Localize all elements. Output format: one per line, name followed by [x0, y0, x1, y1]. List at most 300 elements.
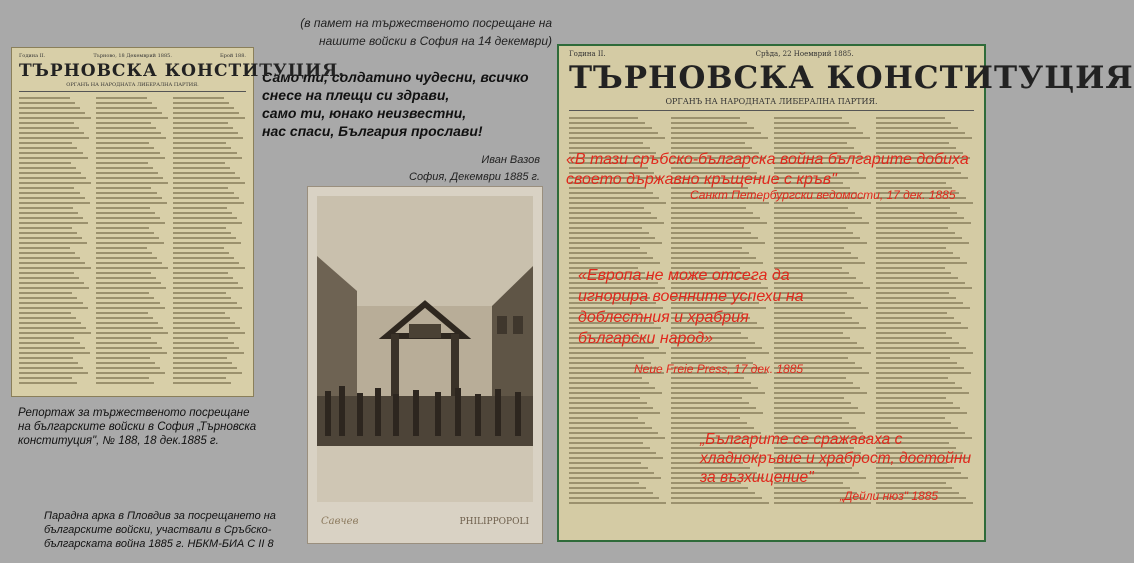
newspaper-text-line: [774, 207, 849, 209]
newspaper-text-line: [876, 147, 957, 149]
newspaper-text-line: [173, 282, 238, 284]
newspaper-text-line: [569, 202, 666, 204]
newspaper-text-line: [876, 127, 959, 129]
newspaper-text-line: [96, 137, 166, 139]
newspaper-text-line: [876, 297, 957, 299]
newspaper-text-line: [671, 262, 762, 264]
newspaper-text-line: [774, 377, 847, 379]
photographer-signature: Савчев: [321, 516, 359, 527]
quote-2: «Европа не може отсега да игнорира военните успехи на доблестния и храбрия български народ»: [578, 267, 804, 347]
newspaper-text-line: [774, 117, 843, 119]
newspaper-text-line: [96, 232, 154, 234]
newspaper-text-line: [569, 407, 653, 409]
newspaper-text-line: [876, 317, 955, 319]
newspaper-text-line: [671, 232, 751, 234]
newspaper-text-line: [569, 457, 663, 459]
newspaper-text-line: [19, 297, 77, 299]
newspaper-text-line: [96, 177, 163, 179]
newspaper-text-line: [173, 362, 232, 364]
newspaper-text-line: [96, 157, 165, 159]
newspaper-text-line: [876, 382, 956, 384]
newspaper-text-line: [569, 462, 641, 464]
newspaper-text-line: [19, 207, 73, 209]
newspaper-text-line: [173, 97, 224, 99]
newspaper-text-line: [774, 487, 851, 489]
text-columns: [19, 97, 246, 387]
author-name: Иван Вазов: [481, 154, 540, 166]
newspaper-text-line: [96, 102, 152, 104]
newspaper-text-line: [19, 182, 91, 184]
newspaper-text-line: [173, 192, 234, 194]
divider: [569, 110, 974, 111]
newspaper-text-line: [876, 357, 951, 359]
newspaper-text-line: [173, 377, 226, 379]
newspaper-text-line: [19, 352, 90, 354]
newspaper-text-line: [876, 237, 962, 239]
poem-line: снесе на плещи си здрави,: [262, 87, 450, 103]
newspaper-text-line: [96, 342, 157, 344]
newspaper-text-line: [173, 342, 234, 344]
newspaper-masthead: ТЪРНОВСКА КОНСТИТУЦИЯ.: [19, 61, 346, 81]
newspaper-text-line: [876, 427, 959, 429]
newspaper-text-line: [876, 347, 966, 349]
quote-3: „Българите се сражаваха с хладнокръвие и храброст, достойни за възхищение": [700, 431, 972, 486]
newspaper-text-line: [19, 227, 72, 229]
quote-1-source: Санкт Петербургски ведомости, 17 дек. 1885: [690, 188, 956, 202]
quote-2-source: Neue Freie Press, 17 дек. 1885: [634, 362, 804, 376]
newspaper-text-line: [19, 312, 71, 314]
newspaper-text-line: [173, 187, 228, 189]
newspaper-text-line: [173, 222, 242, 224]
newspaper-text-line: [569, 387, 655, 389]
newspaper-text-line: [19, 142, 72, 144]
newspaper-text-line: [19, 172, 81, 174]
newspaper-masthead: ТЪРНОВСКА КОНСТИТУЦИЯ: [569, 60, 1134, 96]
newspaper-text-line: [671, 202, 768, 204]
newspaper-text-line: [774, 132, 863, 134]
newspaper-text-line: [774, 357, 849, 359]
newspaper-text-line: [173, 267, 245, 269]
newspaper-text-line: [876, 352, 973, 354]
newspaper-text-line: [774, 417, 843, 419]
newspaper-text-line: [19, 187, 74, 189]
newspaper-text-line: [671, 242, 764, 244]
newspaper-text-line: [173, 237, 236, 239]
newspaper-text-line: [671, 352, 768, 354]
newspaper-text-line: [671, 502, 768, 504]
newspaper-text-line: [19, 382, 77, 384]
newspaper-text-line: [19, 282, 84, 284]
newspaper-text-line: [19, 137, 89, 139]
newspaper-text-line: [671, 417, 740, 419]
newspaper-text-line: [173, 147, 231, 149]
newspaper-text-line: [96, 127, 156, 129]
newspaper-text-line: [671, 402, 749, 404]
newspaper-text-line: [96, 337, 151, 339]
poem-line: нас спаси, България прослави!: [262, 123, 483, 139]
newspaper-text-line: [671, 497, 761, 499]
newspaper-text-line: [774, 212, 856, 214]
newspaper-text-line: [569, 477, 661, 479]
newspaper-text-line: [19, 332, 91, 334]
newspaper-text-line: [569, 127, 652, 129]
newspaper-text-line: [569, 227, 642, 229]
newspaper-text-line: [671, 122, 747, 124]
newspaper-text-line: [96, 292, 149, 294]
newspaper-text-line: [671, 427, 754, 429]
newspaper-text-line: [876, 337, 953, 339]
newspaper-text-line: [569, 392, 662, 394]
newspaper-text-line: [173, 152, 237, 154]
newspaper-text-line: [19, 307, 88, 309]
newspaper-text-line: [876, 262, 967, 264]
newspaper-text-line: [19, 357, 73, 359]
newspaper-text-line: [96, 202, 167, 204]
newspaper-text-line: [876, 402, 954, 404]
newspaper-text-line: [96, 207, 150, 209]
newspaper-text-line: [774, 422, 850, 424]
newspaper-text-line: [173, 102, 229, 104]
newspaper-text-line: [173, 292, 226, 294]
newspaper-text-line: [876, 247, 947, 249]
newspaper-text-line: [671, 392, 764, 394]
newspaper-text-line: [569, 247, 640, 249]
newspaper-text-line: [569, 497, 659, 499]
newspaper-text-line: [569, 352, 666, 354]
newspaper-text-line: [876, 377, 949, 379]
newspaper-text-line: [19, 147, 77, 149]
newspaper-text-line: [19, 132, 84, 134]
newspaper-text-line: [569, 502, 666, 504]
newspaper-text-line: [96, 162, 148, 164]
newspaper-text-line: [173, 332, 245, 334]
newspaper-text-line: [569, 432, 658, 434]
date-label: Срѣда, 22 Ноемврий 1885.: [755, 50, 854, 58]
newspaper-text-line: [96, 377, 149, 379]
newspaper-text-line: [671, 247, 742, 249]
newspaper-text-line: [876, 132, 965, 134]
author-place-date: София, Декември 1885 г.: [409, 171, 540, 183]
newspaper-text-line: [19, 112, 85, 114]
newspaper-text-line: [774, 402, 852, 404]
newspaper-text-line: [774, 137, 870, 139]
newspaper-text-line: [569, 492, 653, 494]
newspaper-text-line: [96, 297, 154, 299]
newspaper-text-line: [96, 352, 167, 354]
newspaper-text-line: [569, 427, 652, 429]
newspaper-text-line: [173, 247, 224, 249]
newspaper-text-line: [671, 207, 746, 209]
newspaper-text-line: [671, 377, 744, 379]
newspaper-text-line: [19, 337, 74, 339]
newspaper-text-line: [19, 157, 88, 159]
newspaper-text-line: [173, 107, 234, 109]
newspaper-text-line: [96, 307, 165, 309]
newspaper-text-line: [569, 232, 649, 234]
newspaper-text-line: [19, 272, 74, 274]
newspaper-text-line: [173, 382, 231, 384]
newspaper-text-line: [876, 422, 952, 424]
issue-label: Година II.: [19, 53, 46, 59]
newspaper-text-line: [96, 332, 168, 334]
newspaper-text-line: [19, 192, 80, 194]
newspaper-text-line: [774, 222, 869, 224]
newspaper-text-line: [19, 97, 70, 99]
newspaper-text-line: [96, 302, 160, 304]
newspaper-text-line: [569, 412, 660, 414]
newspaper-text-line: [876, 387, 962, 389]
newspaper-text-line: [569, 447, 650, 449]
newspaper-text-line: [774, 382, 854, 384]
newspaper-text-line: [96, 287, 166, 289]
newspaper-text-line: [173, 122, 228, 124]
newspaper-text-line: [173, 372, 242, 374]
newspaper-text-line: [96, 267, 168, 269]
newspaper-text-line: [19, 287, 89, 289]
newspaper-text-line: [774, 242, 867, 244]
newspaper-text-line: [774, 412, 865, 414]
newspaper-text-line: [569, 237, 655, 239]
newspaper-text-line: [671, 117, 740, 119]
newspaper-text-line: [19, 367, 83, 369]
newspaper-text-line: [876, 372, 971, 374]
newspaper-text-line: [19, 232, 77, 234]
newspaper-text-line: [569, 257, 653, 259]
newspaper-text-line: [876, 242, 969, 244]
newspaper-text-line: [19, 127, 79, 129]
newspaper-text-line: [774, 232, 854, 234]
newspaper-text-line: [569, 397, 640, 399]
newspaper-text-line: [96, 347, 162, 349]
newspaper-text-line: [671, 142, 745, 144]
newspaper-text-line: [876, 332, 946, 334]
quote-3-source: „Дейли нюз" 1885: [840, 489, 939, 503]
poem-author: [380, 152, 540, 186]
newspaper-text-line: [774, 142, 848, 144]
newspaper-text-line: [173, 302, 237, 304]
newspaper-text-line: [173, 257, 234, 259]
newspaper-text-line: [96, 222, 165, 224]
newspaper-text-line: [876, 287, 972, 289]
newspaper-text-line: [876, 257, 960, 259]
newspaper-text-line: [569, 137, 665, 139]
newspaper-text-line: [19, 152, 83, 154]
newspaper-text-line: [569, 242, 662, 244]
newspaper-text-line: [19, 162, 71, 164]
newspaper-text-line: [96, 182, 168, 184]
newspaper-text-line: [774, 217, 862, 219]
newspaper-text-line: [19, 317, 76, 319]
newspaper-text-line: [774, 227, 847, 229]
newspaper-text-line: [173, 352, 244, 354]
newspaper-text-line: [569, 132, 658, 134]
newspaper-text-line: [96, 167, 153, 169]
memorial-note: [262, 14, 552, 50]
newspaper-text-line: [173, 277, 233, 279]
memorial-note-line: (в памет на тържественото посрещане на: [300, 16, 552, 30]
newspaper-text-line: [173, 112, 239, 114]
newspaper-text-line: [774, 352, 871, 354]
newspaper-text-line: [876, 327, 968, 329]
newspaper-text-line: [671, 422, 747, 424]
newspaper-text-line: [876, 302, 963, 304]
newspaper-text-line: [173, 212, 232, 214]
newspaper-text-line: [96, 152, 160, 154]
newspaper-text-line: [876, 277, 959, 279]
newspaper-text-line: [19, 167, 76, 169]
newspaper-text-line: [774, 392, 867, 394]
newspaper-text-line: [569, 217, 657, 219]
newspaper-text-line: [173, 297, 231, 299]
newspaper-text-line: [774, 147, 855, 149]
newspaper-text-line: [96, 272, 151, 274]
newspaper-text-line: [96, 107, 157, 109]
newspaper-text-line: [569, 212, 651, 214]
newspaper-text-line: [19, 122, 74, 124]
newspaper-text-line: [774, 407, 858, 409]
newspaper-text-line: [96, 187, 151, 189]
caption-newspaper: Репортаж за тържественото посрещане на българските войски в София „Търновска конституция", № 188, 18 дек.1885 г.: [18, 407, 257, 447]
newspaper-text-line: [569, 377, 642, 379]
date-label: Търново, 18 Декемврий 1885.: [93, 53, 172, 59]
newspaper-text-line: [173, 307, 242, 309]
newspaper-text-line: [173, 127, 233, 129]
newspaper-text-line: [19, 197, 85, 199]
newspaper-text-line: [173, 232, 231, 234]
arch-photo: [307, 186, 543, 544]
newspaper-text-line: [19, 347, 85, 349]
newspaper-subtitle: ОРГАНЪ НА НАРОДНАТА ЛИБЕРАЛНА ПАРТИЯ.: [66, 82, 199, 88]
newspaper-text-line: [569, 262, 660, 264]
newspaper-text-line: [671, 407, 755, 409]
newspaper-text-line: [19, 257, 80, 259]
newspaper-text-line: [19, 277, 79, 279]
newspaper-text-line: [569, 207, 644, 209]
newspaper-text-line: [876, 117, 945, 119]
newspaper-text-line: [173, 287, 243, 289]
newspaper-text-line: [173, 217, 237, 219]
newspaper-text-line: [96, 247, 147, 249]
newspaper-text-line: [671, 382, 751, 384]
newspaper-text-line: [96, 227, 149, 229]
memorial-note-line: нашите войски в София на 14 декември): [319, 34, 552, 48]
newspaper-text-line: [876, 312, 948, 314]
newspaper-text-line: [19, 102, 75, 104]
newspaper-text-line: [19, 252, 75, 254]
newspaper-text-line: [96, 112, 162, 114]
newspaper-text-line: [19, 342, 80, 344]
newspaper-text-line: [876, 122, 952, 124]
newspaper-left-image: [11, 47, 346, 397]
newspaper-text-line: [774, 127, 857, 129]
newspaper-text-line: [569, 402, 647, 404]
newspaper-text-line: [774, 257, 858, 259]
newspaper-text-line: [173, 157, 242, 159]
newspaper-text-line: [19, 217, 83, 219]
newspaper-text-line: [569, 452, 656, 454]
newspaper-text-line: [96, 277, 156, 279]
newspaper-text-line: [173, 252, 229, 254]
newspaper-text-line: [569, 142, 643, 144]
quote-1: «В тази сръбско-българска война българите добиха своето държавно кръщение с кръв": [566, 151, 969, 188]
newspaper-text-line: [173, 137, 243, 139]
newspaper-text-line: [774, 122, 850, 124]
newspaper-text-line: [876, 292, 950, 294]
newspaper-text-line: [569, 437, 665, 439]
photo-place-label: PHILIPPOPOLI: [459, 517, 529, 527]
newspaper-text-line: [19, 237, 82, 239]
newspaper-text-line: [96, 362, 155, 364]
newspaper-text-line: [876, 407, 960, 409]
newspaper-text-line: [19, 107, 80, 109]
newspaper-text-line: [774, 237, 860, 239]
caption-arch-photo: Парадна арка в Пловдив за посрещането на българските войски, участвали в Сръбско-българската война 1885 г. НБКМ-БИА С II 8: [44, 510, 276, 550]
newspaper-text-line: [876, 202, 973, 204]
newspaper-text-line: [569, 482, 639, 484]
newspaper-text-line: [671, 237, 757, 239]
newspaper-text-line: [173, 197, 239, 199]
newspaper-text-line: [876, 307, 970, 309]
newspaper-text-line: [876, 222, 971, 224]
newspaper-text-line: [569, 487, 646, 489]
newspaper-text-line: [19, 212, 78, 214]
newspaper-text-line: [876, 367, 964, 369]
newspaper-text-line: [774, 387, 860, 389]
newspaper-text-line: [173, 162, 225, 164]
newspaper-text-line: [569, 442, 643, 444]
newspaper-text-line: [671, 127, 754, 129]
issue-label: Година II.: [569, 50, 606, 58]
newspaper-text-line: [774, 247, 845, 249]
newspaper-text-line: [19, 372, 88, 374]
newspaper-text-line: [876, 392, 969, 394]
newspaper-text-line: [173, 357, 227, 359]
newspaper-text-line: [173, 312, 225, 314]
newspaper-text-line: [569, 192, 653, 194]
newspaper-text-line: [671, 412, 762, 414]
number-label: Брой 188.: [220, 53, 246, 59]
newspaper-text-line: [671, 217, 759, 219]
newspaper-text-line: [19, 362, 78, 364]
newspaper-text-line: [96, 237, 159, 239]
newspaper-text-line: [173, 327, 240, 329]
newspaper-text-line: [671, 147, 752, 149]
newspaper-text-line: [96, 172, 158, 174]
newspaper-text-line: [96, 197, 162, 199]
newspaper-text-line: [569, 117, 638, 119]
newspaper-text-line: [96, 252, 152, 254]
newspaper-text-line: [19, 327, 86, 329]
newspaper-text-line: [19, 302, 83, 304]
newspaper-text-line: [876, 212, 958, 214]
newspaper-text-line: [96, 217, 160, 219]
newspaper-text-line: [876, 267, 945, 269]
newspaper-text-line: [569, 147, 650, 149]
newspaper-text-line: [19, 292, 72, 294]
newspaper-text-line: [96, 312, 148, 314]
newspaper-text-line: [173, 347, 239, 349]
newspaper-text-line: [96, 117, 168, 119]
divider: [19, 91, 246, 92]
newspaper-text-line: [671, 212, 753, 214]
newspaper-text-line: [96, 372, 165, 374]
newspaper-text-line: [876, 362, 958, 364]
newspaper-text-line: [876, 137, 972, 139]
newspaper-text-line: [569, 252, 647, 254]
newspaper-text-line: [96, 212, 155, 214]
newspaper-text-line: [19, 202, 90, 204]
newspaper-text-line: [96, 357, 150, 359]
